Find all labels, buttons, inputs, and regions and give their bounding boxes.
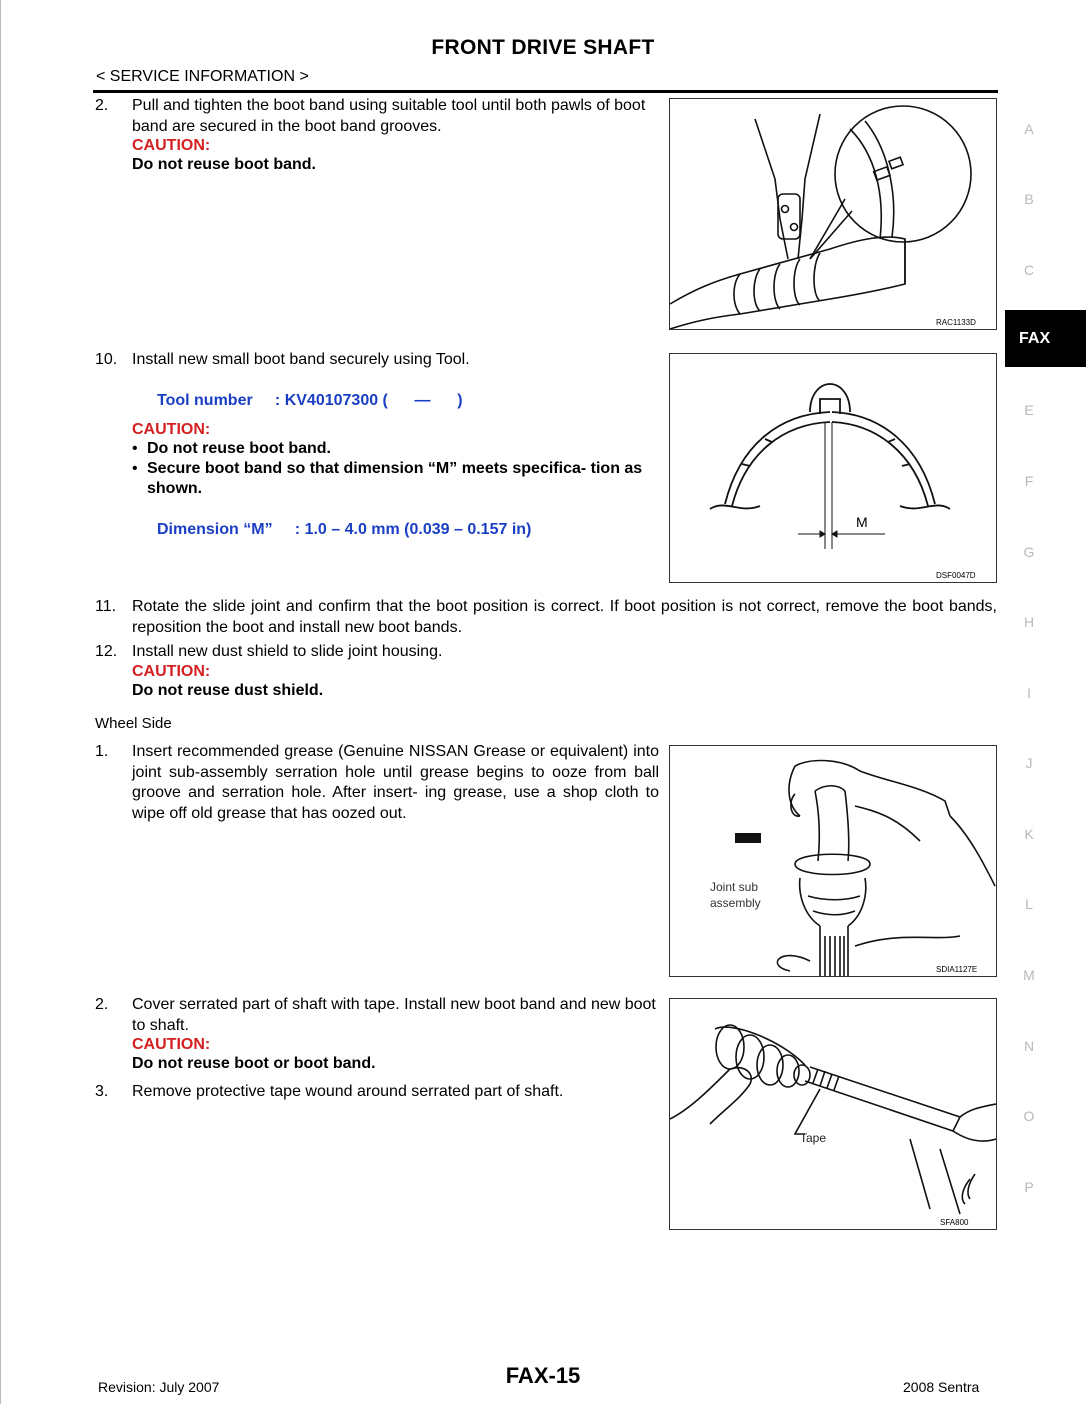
caution-label: CAUTION: — [132, 420, 211, 438]
figure-taped-shaft — [669, 998, 997, 1230]
step-text: Insert recommended grease (Genuine NISSAN Grease or equivalent) into joint sub-assembly serration hole until grease begins to ooze from ball groove and serration hole. After insert- ing grease, use a shop cloth to wipe off old grease that has oozed out. — [132, 743, 659, 822]
page-number: FAX-15 — [505, 1363, 581, 1388]
caution-bullet: • Secure boot band so that dimension “M” meets specifica- tion as shown. — [132, 459, 643, 497]
dimension-spec: Dimension “M” : 1.0 – 4.0 mm (0.039 – 0.157 in) — [157, 520, 532, 538]
wheel-step-2-tape — [95, 995, 660, 1073]
step-number: 2. — [95, 996, 109, 1013]
side-index-i[interactable]: I — [1027, 685, 1031, 701]
footer-revision: Revision: July 2007 — [98, 1379, 220, 1395]
figure-label: Joint sub — [710, 880, 759, 894]
caution-note: Do not reuse boot or boot band. — [132, 1055, 376, 1072]
side-index-b[interactable]: B — [1024, 191, 1034, 207]
side-index-e[interactable]: E — [1024, 402, 1034, 418]
step-2-boot-band — [95, 96, 660, 174]
figure-label: assembly — [710, 896, 761, 910]
step-number: 2. — [95, 97, 109, 114]
wheel-step-1-grease — [95, 742, 659, 824]
page-title: FRONT DRIVE SHAFT — [431, 36, 655, 59]
figure-code: DSF0047D — [936, 571, 976, 580]
caution-note: Do not reuse dust shield. — [132, 681, 324, 699]
figure-code: RAC1133D — [936, 318, 976, 327]
figure-code: SFA800 — [940, 1218, 969, 1227]
figure-band-tool — [669, 98, 997, 330]
step-number: 3. — [95, 1083, 109, 1100]
side-index-f[interactable]: F — [1024, 473, 1034, 489]
section-label: < SERVICE INFORMATION > — [96, 68, 309, 85]
side-index-m[interactable]: M — [1023, 967, 1035, 983]
boot-band-dimension-illustration — [670, 354, 996, 582]
figure-code: SDIA1127E — [936, 965, 978, 974]
side-index-g[interactable]: G — [1023, 544, 1035, 560]
side-index-h[interactable]: H — [1023, 614, 1035, 630]
step-text: Pull and tighten the boot band using suitable tool until both pawls of boot band are secured in the boot band grooves. — [132, 97, 646, 135]
tape-label: Tape — [800, 1131, 827, 1145]
subheading-wheel-side: Wheel Side — [95, 715, 172, 732]
side-index-j[interactable]: J — [1025, 755, 1033, 771]
band-tool-illustration — [670, 99, 996, 329]
step-12-dust-shield — [95, 642, 695, 700]
side-index-a[interactable]: A — [1024, 121, 1034, 137]
caution-label: CAUTION: — [132, 662, 211, 680]
figure-dimension-m — [669, 353, 997, 583]
side-index-c[interactable]: C — [1023, 262, 1035, 278]
side-index-l[interactable]: L — [1025, 896, 1033, 912]
caution-label: CAUTION: — [132, 137, 211, 154]
footer-model: 2008 Sentra — [903, 1379, 980, 1395]
caution-note: Do not reuse boot band. — [132, 156, 316, 173]
grease-insertion-illustration — [670, 746, 996, 976]
taped-shaft-illustration — [670, 999, 996, 1229]
step-number: 10. — [95, 351, 118, 368]
step-number: 1. — [95, 743, 109, 760]
step-11-rotate-slide-joint — [95, 597, 997, 638]
step-text: Remove protective tape wound around serrated part of shaft. — [132, 1083, 564, 1100]
step-text: Install new small boot band securely using Tool. — [132, 351, 470, 368]
header-rule — [93, 90, 998, 93]
step-text: Rotate the slide joint and confirm that the boot position is correct. If boot position is not correct, remove the boot bands, reposition the boot and install new boot bands. — [132, 598, 997, 636]
side-index-o[interactable]: O — [1023, 1108, 1035, 1124]
side-index-k[interactable]: K — [1024, 826, 1034, 842]
step-text: Cover serrated part of shaft with tape. Install new boot band and new boot to shaft. — [132, 996, 656, 1034]
figure-joint-grease — [669, 745, 997, 977]
side-index-n[interactable]: N — [1023, 1038, 1035, 1054]
caution-bullet: • Do not reuse boot band. — [132, 439, 331, 457]
page-edge-line — [0, 0, 1, 1404]
step-number: 12. — [95, 643, 118, 660]
tool-number: Tool number : KV40107300 ( — ) — [157, 391, 463, 409]
side-index-fax-active[interactable]: FAX — [1005, 310, 1086, 367]
step-text: Install new dust shield to slide joint housing. — [132, 643, 443, 660]
step-10-small-boot-band — [95, 350, 665, 539]
step-number: 11. — [95, 598, 117, 615]
caution-label: CAUTION: — [132, 1036, 211, 1053]
dimension-label: M — [856, 514, 868, 530]
wheel-step-3-remove-tape — [95, 1082, 660, 1103]
side-index-p[interactable]: P — [1024, 1179, 1034, 1195]
